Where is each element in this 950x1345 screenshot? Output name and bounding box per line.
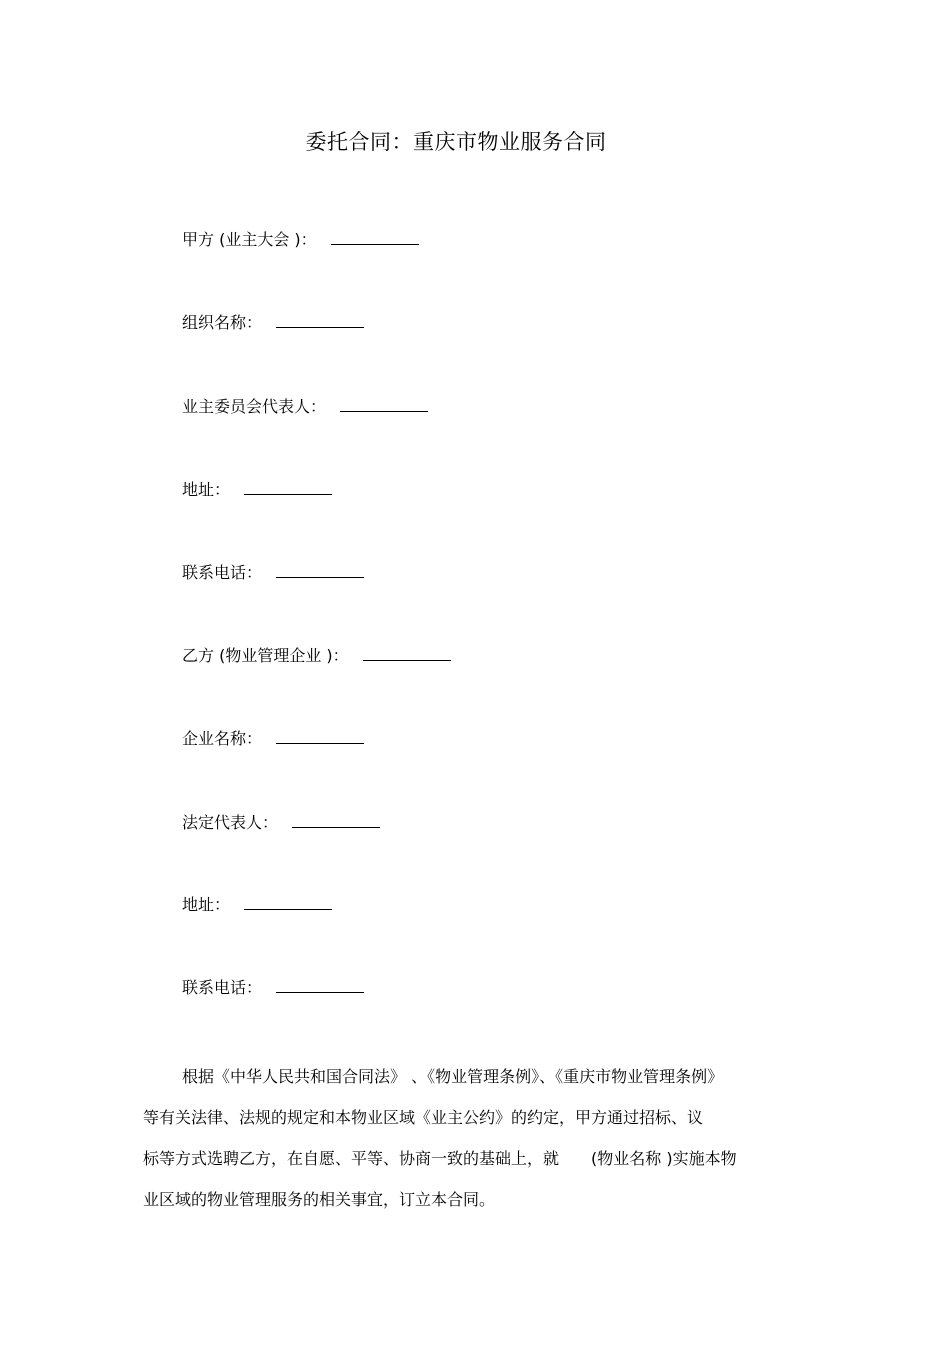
fill-in-blank[interactable] xyxy=(340,395,428,412)
field-label: 乙方 (物业管理企业 )： xyxy=(182,646,349,665)
field-party-b xyxy=(182,644,451,667)
fill-in-blank[interactable] xyxy=(276,561,364,578)
paragraph-line: 根据《中华人民共和国合同法》 、《物业管理条例》、《重庆市物业管理条例》 xyxy=(182,1067,724,1086)
field-owners-committee-representative xyxy=(182,395,428,418)
field-label: 联系电话： xyxy=(182,978,263,997)
paragraph-line: 等有关法律、法规的规定和本物业区域《业主公约》的约定，甲方通过招标、议 xyxy=(143,1108,704,1127)
contract-preamble-paragraph xyxy=(143,1056,811,1220)
fill-in-blank[interactable] xyxy=(276,976,364,993)
field-legal-representative xyxy=(182,811,380,834)
field-address-a xyxy=(182,478,332,501)
fill-in-blank[interactable] xyxy=(363,644,451,661)
field-phone-a xyxy=(182,561,364,584)
field-organization-name xyxy=(182,311,364,334)
field-phone-b xyxy=(182,976,364,999)
field-label: 地址： xyxy=(182,480,231,499)
field-address-b xyxy=(182,893,332,916)
field-label: 联系电话： xyxy=(182,563,263,582)
field-label: 业主委员会代表人： xyxy=(182,397,327,416)
paragraph-line: 业区域的物业管理服务的相关事宜，订立本合同。 xyxy=(143,1190,496,1209)
field-label: 地址： xyxy=(182,895,231,914)
fill-in-blank[interactable] xyxy=(276,311,364,328)
fill-in-blank[interactable] xyxy=(292,811,380,828)
field-label: 甲方 (业主大会 )： xyxy=(182,230,317,249)
field-company-name xyxy=(182,727,364,750)
document-title: 委托合同：重庆市物业服务合同 xyxy=(305,130,607,154)
paragraph-line: 标等方式选聘乙方，在自愿、平等、协商一致的基础上，就 (物业名称 )实施本物 xyxy=(143,1149,737,1168)
fill-in-blank[interactable] xyxy=(244,893,332,910)
field-label: 法定代表人： xyxy=(182,813,279,832)
field-label: 组织名称： xyxy=(182,313,263,332)
fill-in-blank[interactable] xyxy=(276,727,364,744)
field-party-a xyxy=(182,228,419,251)
field-label: 企业名称： xyxy=(182,729,263,748)
fill-in-blank[interactable] xyxy=(331,228,419,245)
fill-in-blank[interactable] xyxy=(244,478,332,495)
